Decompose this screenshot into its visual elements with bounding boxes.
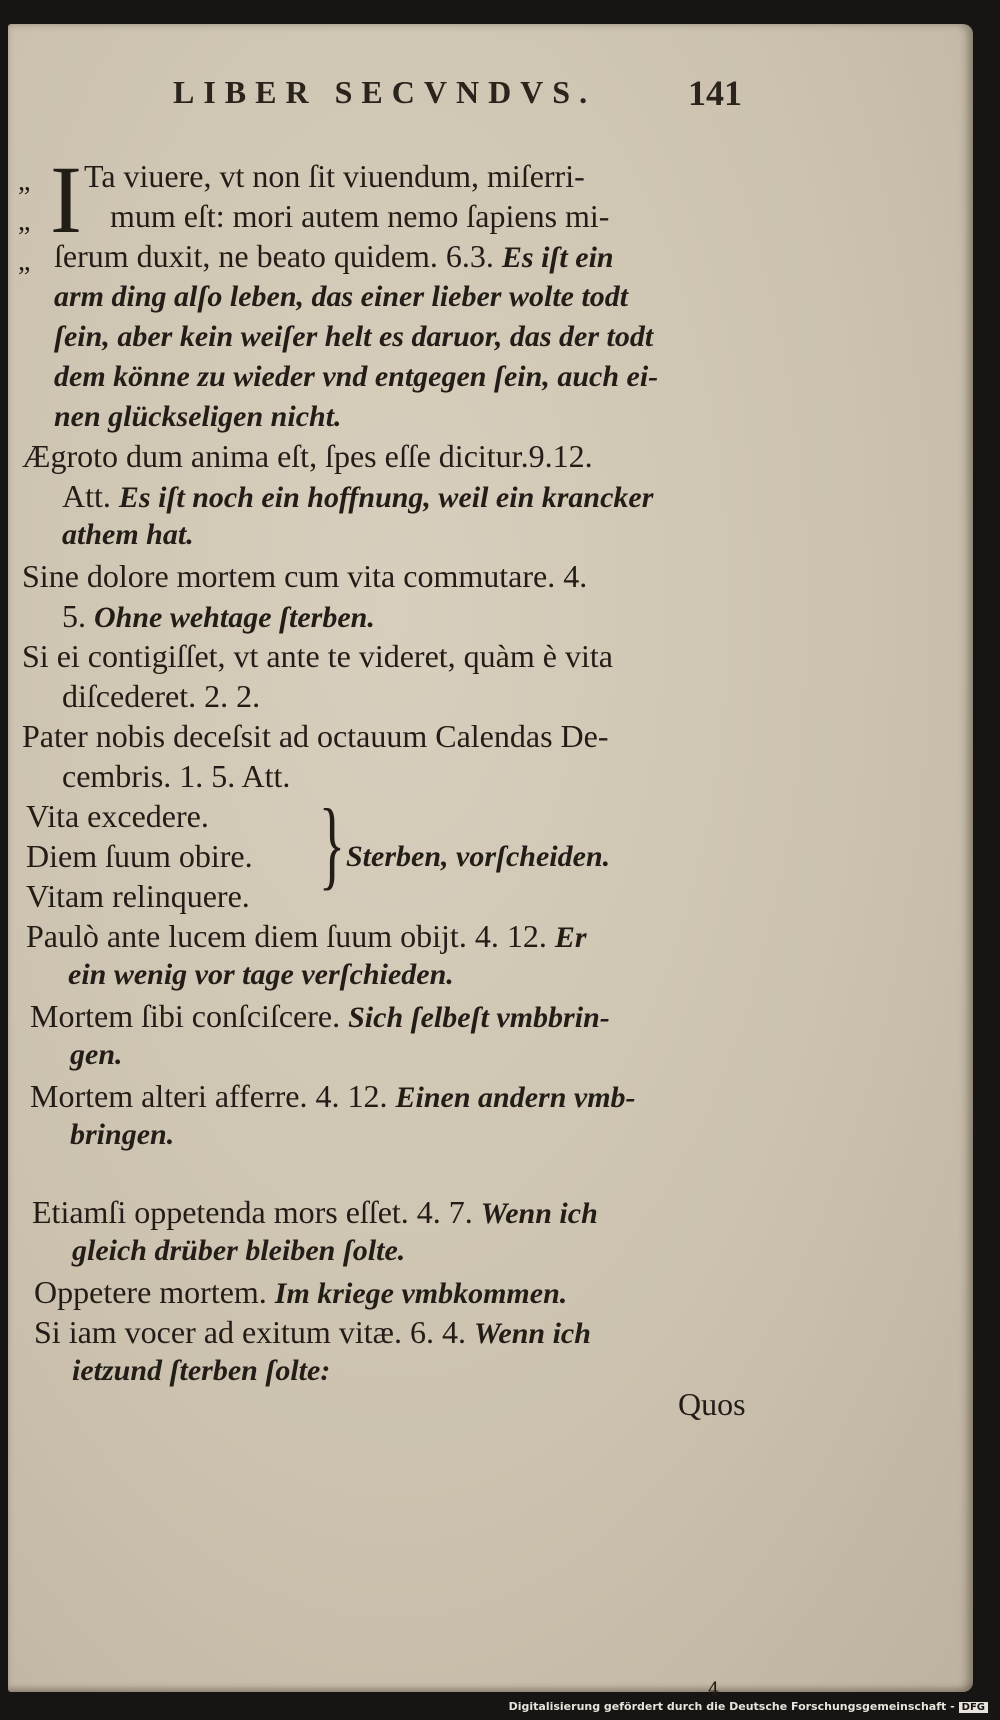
text-line: Ægroto dum anima eſt, ſpes eſſe dicitur.9.12. <box>22 438 593 474</box>
text-line: Vita excedere. <box>26 798 209 834</box>
text-line: Si ei contigiſſet, vt ante te videret, quàm è vita <box>22 638 613 674</box>
dfg-logo: DFG <box>959 1702 988 1713</box>
text-line: Vitam relinquere. <box>26 878 250 914</box>
brace-glyph: } <box>318 788 346 899</box>
book-page <box>8 24 973 1700</box>
text-line: Paulò ante lucem diem ſuum obijt. 4. 12. Er <box>26 918 587 954</box>
text-line: Att. Es iſt noch ein hoffnung, weil ein krancker <box>62 478 654 514</box>
text-line: Oppetere mortem. Im kriege vmbkommen. <box>34 1274 568 1310</box>
text-line: Mortem ſibi conſciſcere. Sich ſelbeſt vmbbrin- <box>30 998 610 1034</box>
text-line: 5. Ohne wehtage ſterben. <box>62 598 375 634</box>
text-line: arm ding alſo leben, das einer lieber wolte todt <box>54 280 629 313</box>
quote-mark: „ <box>18 246 31 277</box>
text-line: cembris. 1. 5. Att. <box>62 758 291 794</box>
quote-mark: „ <box>18 206 31 237</box>
text-line: Ta viuere, vt non ſit viuendum, miſerri- <box>84 158 585 194</box>
text-line: ſein, aber kein weiſer helt es daruor, das der todt <box>54 320 654 353</box>
page-number: 141 <box>688 73 742 113</box>
text-line: ein wenig vor tage verſchieden. <box>68 958 454 991</box>
digitization-credit <box>509 1700 988 1713</box>
text-line: ſerum duxit, ne beato quidem. 6.3. Es iſt ein <box>54 238 614 274</box>
text-line: mum eſt: mori autem nemo ſapiens mi- <box>110 198 610 234</box>
credit-text: Digitalisierung gefördert durch die Deutsche Forschungsgemeinschaft - <box>508 1700 955 1713</box>
text-line: diſcederet. 2. 2. <box>62 678 261 714</box>
drop-cap: I <box>50 146 82 253</box>
signature-mark: 4 <box>708 1679 720 1700</box>
text-line: ietzund ſterben ſolte: <box>72 1354 331 1387</box>
text-line: Mortem alteri afferre. 4. 12. Einen andern vmb- <box>30 1078 636 1114</box>
running-title: LIBER SECVNDVS. <box>173 74 597 110</box>
text-line: Etiamſi oppetenda mors eſſet. 4. 7. Wenn ich <box>32 1194 598 1230</box>
catchword: Quos <box>678 1386 746 1422</box>
text-line: gen. <box>70 1038 123 1071</box>
text-line: nen glückseligen nicht. <box>54 400 342 433</box>
quote-mark: „ <box>18 166 31 197</box>
text-line: Sine dolore mortem cum vita commutare. 4. <box>22 558 588 594</box>
text-line: bringen. <box>70 1118 175 1151</box>
text-line: Pater nobis deceſsit ad octauum Calendas De- <box>22 718 609 754</box>
text-line: Si iam vocer ad exitum vitæ. 6. 4. Wenn ich <box>34 1314 591 1350</box>
text-line: Sterben, vorſcheiden. <box>346 840 611 873</box>
text-line: dem könne zu wieder vnd entgegen ſein, auch ei- <box>54 360 659 393</box>
text-line: Diem ſuum obire. <box>26 838 253 874</box>
text-line: gleich drüber bleiben ſolte. <box>72 1234 406 1267</box>
text-line: athem hat. <box>62 518 194 551</box>
